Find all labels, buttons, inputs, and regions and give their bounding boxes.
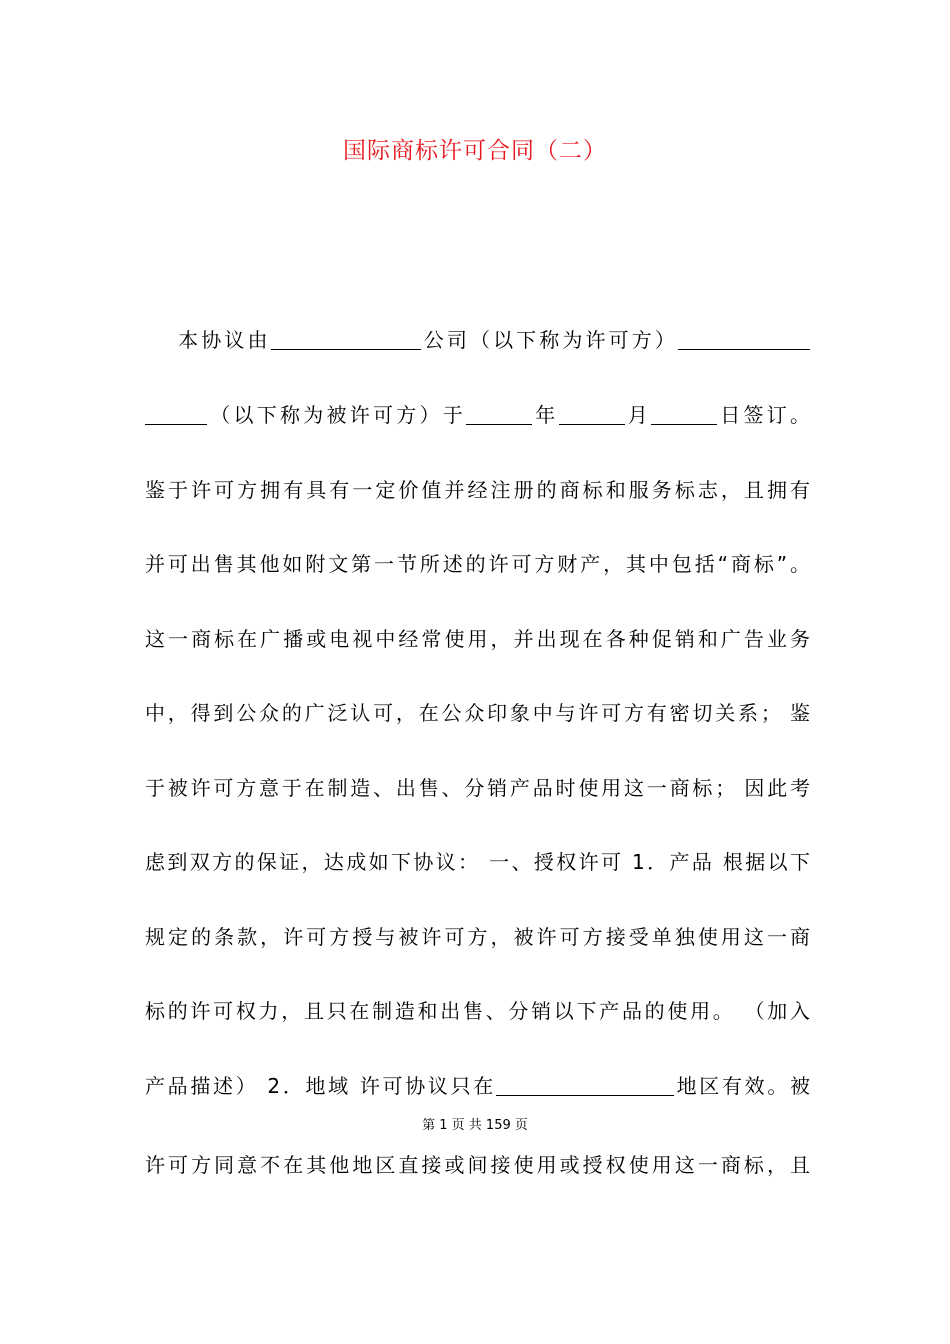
blank-field-region xyxy=(496,1075,674,1096)
paragraph-line-3: 鉴于许可方拥有具有一定价值并经注册的商标和服务标志，且拥有 xyxy=(145,478,810,502)
paragraph-line-9: 规定的条款，许可方授与被许可方，被许可方接受单独使用这一商 xyxy=(145,925,810,949)
paragraph-line-11 xyxy=(145,1073,810,1099)
text-segment: 年 xyxy=(532,403,559,427)
paragraph-line-12: 许可方同意不在其他地区直接或间接使用或授权使用这一商标，且 xyxy=(145,1153,810,1177)
blank-field-licensee-cont xyxy=(145,404,207,425)
text-segment: 日签订。 xyxy=(717,403,810,427)
blank-field-month xyxy=(559,404,625,425)
blank-field-day xyxy=(651,404,717,425)
paragraph-line-1 xyxy=(145,327,810,353)
text-segment: 公司（以下称为许可方） xyxy=(420,328,679,352)
paragraph-line-7: 于被许可方意于在制造、出售、分销产品时使用这一商标； 因此考 xyxy=(145,776,810,800)
text-segment: 地区有效。被 xyxy=(673,1074,810,1098)
paragraph-line-4: 并可出售其他如附文第一节所述的许可方财产，其中包括“商标”。 xyxy=(145,552,810,576)
document-title: 国际商标许可合同（二） xyxy=(343,138,607,164)
paragraph-line-10: 标的许可权力，且只在制造和出售、分销以下产品的使用。 （加入 xyxy=(145,999,810,1023)
blank-field-year xyxy=(466,404,532,425)
paragraph-line-2 xyxy=(145,402,810,428)
text-segment: （以下称为被许可方）于 xyxy=(207,403,466,427)
paragraph-line-6: 中，得到公众的广泛认可，在公众印象中与许可方有密切关系； 鉴 xyxy=(145,701,810,725)
page-number: 第 1 页 共 159 页 xyxy=(422,1118,528,1133)
text-segment: 本协议由 xyxy=(175,328,271,352)
blank-field-licensee xyxy=(678,329,810,350)
text-segment: 产品描述） 2．地域 许可协议只在 xyxy=(145,1074,496,1098)
blank-field-company xyxy=(271,329,421,350)
text-segment: 月 xyxy=(624,403,651,427)
paragraph-line-5: 这一商标在广播或电视中经常使用，并出现在各种促销和广告业务 xyxy=(145,627,810,651)
paragraph-line-8: 虑到双方的保证，达成如下协议： 一、授权许可 1．产品 根据以下 xyxy=(145,850,810,874)
